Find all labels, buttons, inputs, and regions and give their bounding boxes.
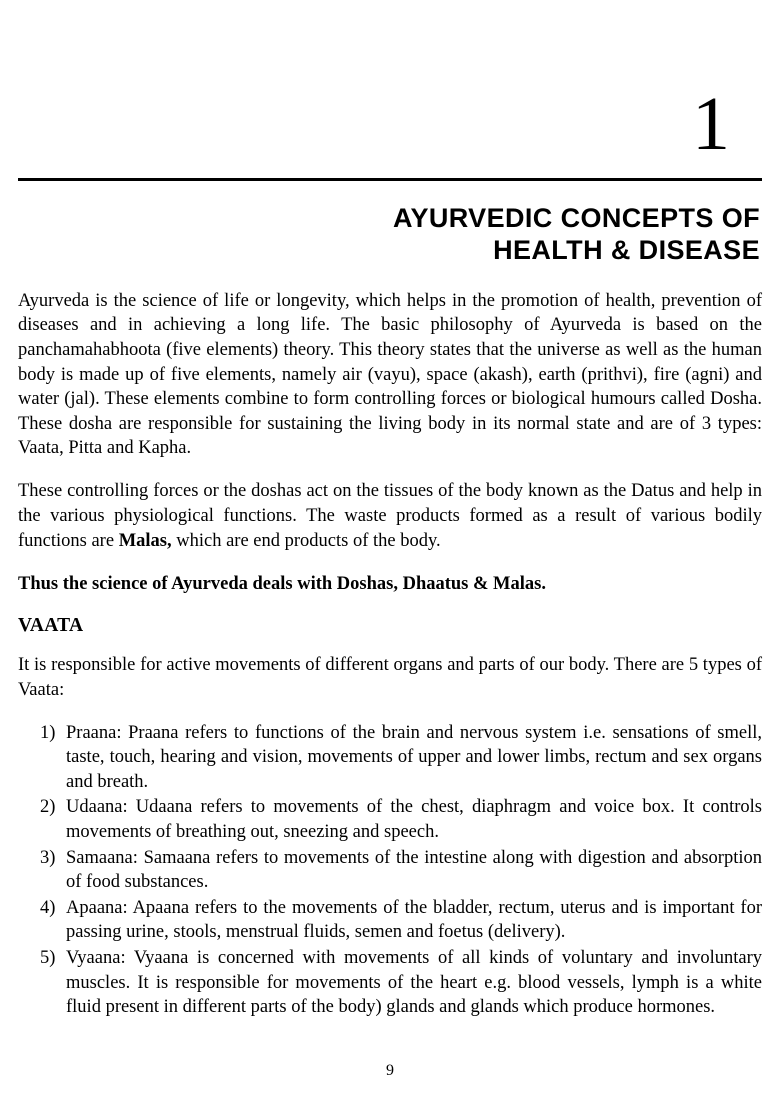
chapter-number: 1	[692, 82, 730, 166]
list-item-text: Praana: Praana refers to functions of the brain and nervous system i.e. sensations of smell, taste, touch, hearing and vision, movements of upper and lower limbs, rectum and sex organs and breath.	[66, 722, 762, 792]
intro-paragraph-2-part-2: which are end products of the body.	[171, 530, 441, 551]
list-item	[18, 896, 762, 945]
page-title-line-1: AYURVEDIC CONCEPTS OF	[393, 203, 760, 233]
list-item	[18, 846, 762, 895]
list-item	[18, 721, 762, 795]
page-number: 9	[386, 1062, 394, 1079]
intro-summary-statement: Thus the science of Ayurveda deals with Doshas, Dhaatus & Malas.	[18, 573, 546, 594]
vaata-intro-paragraph: It is responsible for active movements of different organs and parts of our body. There are 5 types of Vaata:	[18, 654, 762, 700]
list-item	[18, 795, 762, 844]
header-divider	[18, 178, 762, 181]
intro-paragraph-2	[18, 479, 762, 553]
list-item-marker: 1)	[40, 722, 56, 743]
list-item-text: Samaana: Samaana refers to movements of the intestine along with digestion and absorption of food substances.	[66, 847, 762, 893]
page-title	[18, 203, 762, 267]
page-title-line-2: HEALTH & DISEASE	[493, 234, 760, 265]
intro-paragraph-1: Ayurveda is the science of life or longevity, which helps in the promotion of health, prevention of diseases and in achieving a long life. The basic philosophy of Ayurveda is based on the panchamahabhoota (five elements) theory. This theory states that the universe as well as the human body is made up of five elements, namely air (vayu), space (akash), earth (prithvi), fire (agni) and water (jal). These elements combine to form controlling forces or biological humours called Dosha. These dosha are responsible for sustaining the living body in its normal state and are of 3 types: Vaata, Pitta and Kapha.	[18, 290, 762, 459]
list-item-text: Udaana: Udaana refers to movements of the chest, diaphragm and voice box. It controls movements of breathing out, sneezing and speech.	[66, 797, 762, 842]
list-item-marker: 2)	[40, 797, 56, 818]
list-item-marker: 5)	[40, 947, 56, 968]
list-item	[18, 946, 762, 1020]
intro-paragraph-2-emphasis: Malas,	[118, 530, 172, 551]
list-item-marker: 4)	[40, 897, 56, 918]
list-item-text: Apaana: Apaana refers to the movements of the bladder, rectum, uterus and is important for passing urine, stools, menstrual fluids, semen and foetus (delivery).	[66, 897, 762, 943]
list-item-text: Vyaana: Vyaana is concerned with movements of all kinds of voluntary and involuntary muscles. It is responsible for movements of the heart e.g. blood vessels, lymph is a white fluid present in different parts of the body) glands and glands which produce hormones.	[66, 947, 762, 1018]
intro-paragraph-2-part-1: These controlling forces or the doshas act on the tissues of the body known as the Datus and help in the various physiological functions. The waste products formed as a result of various bodily functions are	[18, 481, 762, 551]
list-item-marker: 3)	[40, 847, 56, 868]
vaata-type-list	[18, 721, 762, 1020]
section-heading-vaata: VAATA	[18, 614, 84, 636]
